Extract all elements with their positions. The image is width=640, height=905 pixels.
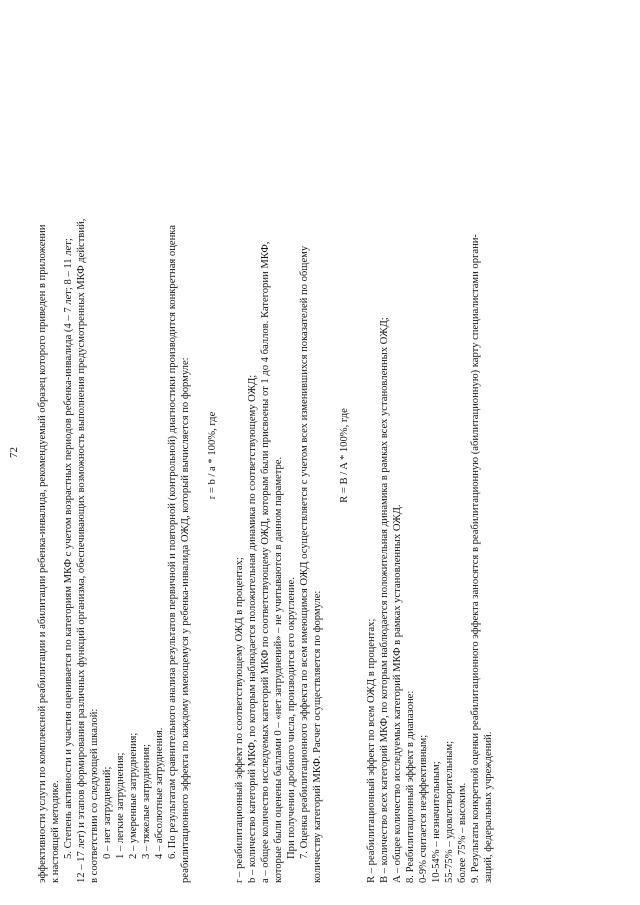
paragraph-line: 7. Оценка реабилитационного эффекта по всем имеющимся ОЖД осуществляется с учетом всех изменившихся показателей по общему	[299, 245, 310, 859]
definition-line: которые были оценены баллами 0 – «нет затруднений» – не учитываются в данном параметре.	[273, 456, 284, 883]
definition-line: r – реабилитационный эффект по соответствующему ОЖД в процентах;	[234, 557, 245, 883]
paragraph-line: к настоящей методике.	[50, 780, 61, 883]
scale-item: 2 – умеренные затруднения;	[128, 732, 139, 859]
range-item: 55-75% – удовлетворительным;	[444, 740, 455, 883]
range-item: 0-9% считается неэффективным;	[418, 734, 429, 883]
scale-item: 4 – абсолютные затруднения.	[154, 727, 165, 859]
page-number: 72	[8, 447, 20, 458]
paragraph-line: 5. Степень активности и участия оценивается по категориям МКФ с учетом возрастных периодов ребенка-инвалида (4 – 7 лет; 8 – 11 лет;	[63, 238, 74, 859]
definition-line: R – реабилитационный эффект по всем ОЖД в процентах;	[366, 618, 377, 883]
paragraph-line: в соответствии со следующей шкалой:	[89, 708, 100, 883]
paragraph-line: 12 – 17 лет) и этапов формирования различных функций организма, обеспечивающих возможность выполнения предусмотренных МКФ действий,	[76, 218, 87, 883]
paragraph-line: реабилитационного эффекта по каждому имеющемуся у ребенка-инвалида ОЖД, который вычисляется по формуле:	[180, 357, 191, 883]
paragraph-line: количеству категорий МКФ. Расчет осуществляется по формуле:	[312, 590, 323, 883]
range-item: более 75% – высоким.	[457, 782, 468, 883]
paragraph-line: 6. По результатам сравнительного анализа результатов первичной и повторной (контрольной) диагностики производится конкретная оценка	[167, 225, 178, 859]
paragraph-line: эффективности услуги по комплексной реабилитации и абилитации ребенка-инвалида, рекомендуемый образец которого приведен в приложении	[37, 224, 48, 883]
definition-line: a – общее количество исследуемых категорий МКФ по соответствующему ОЖД, которым были присвоены от 1 до 4 баллов. Категории МКФ,	[260, 241, 271, 883]
paragraph-line: заций, федеральных учреждений.	[483, 731, 494, 883]
paragraph-line: 8. Реабилитационный эффект в диапазоне:	[405, 690, 416, 883]
definition-line: b – количество категорий МКФ, по которым наблюдается положительная динамика по соответствующему ОЖД;	[247, 374, 258, 883]
paragraph-line: При получении дробного числа, производится его округление.	[286, 577, 297, 859]
document-body	[36, 28, 495, 883]
definition-line: B – количество всех категорий МКФ, по которым наблюдается положительная динамика в рамках всех установленных ОЖД;	[379, 317, 390, 883]
range-item: 10-54% – незначительным;	[431, 761, 442, 883]
scale-item: 3 – тяжелые затруднения;	[141, 744, 152, 859]
formula-R: R = B / A * 100%, где	[339, 408, 350, 503]
scale-item: 1 – легкие затруднения;	[115, 752, 126, 859]
formula-r: r = b / a * 100%, где	[207, 411, 218, 500]
scale-item: 0 – нет затруднений;	[102, 766, 113, 859]
paragraph-line: 9. Результаты конкретной оценки реабилитационного эффекта заносятся в реабилитационную (абилитационную) карту специалистами органи-	[470, 234, 481, 883]
definition-line: A – общее количество исследуемых категорий МКФ в рамках установленных ОЖД.	[392, 504, 403, 883]
